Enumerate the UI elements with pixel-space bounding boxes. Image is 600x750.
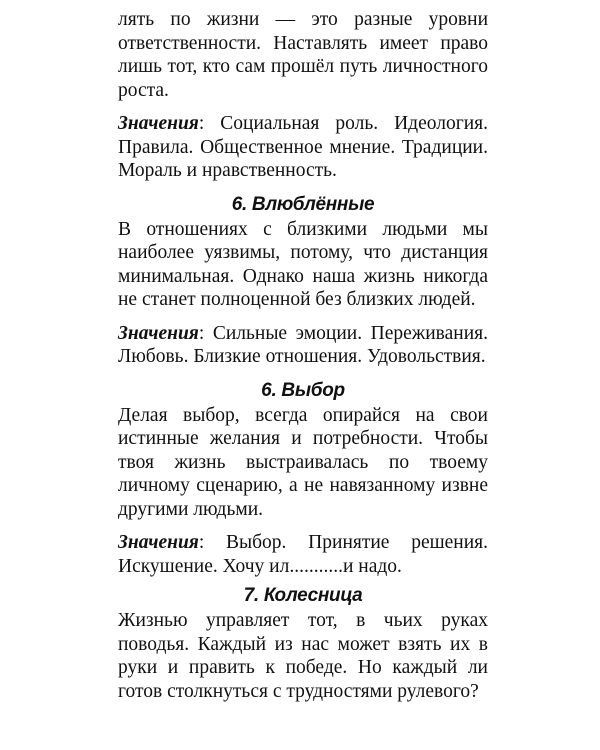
- intro-paragraph: лять по жизни — это разные уровни ответственности. Наставлять имеет право лишь тот, кто сам прошёл путь личностного роста.: [118, 9, 488, 101]
- meanings-paragraph: [118, 531, 488, 578]
- meanings-label: Значения: [118, 532, 199, 553]
- section-title-chariot: 7. Колесница: [243, 585, 363, 606]
- meanings-label: Значения: [118, 113, 199, 134]
- meanings-text: : Выбор. Принятие решения. Искушение. Хочу ил...........и надо.: [118, 532, 488, 577]
- meanings-label: Значения: [118, 322, 199, 344]
- meanings-text: : Сильные эмоции. Переживания. Любовь. Близкие отношения. Удовольствия.: [118, 322, 488, 367]
- section-text-chariot: Жизнью управляет тот, в чьих руках поводья. Каждый из нас может взять их в руки и править к победе. Но каждый ли готов столкнуться с трудностями рулевого?: [118, 610, 488, 702]
- section-text-choice: Делая выбор, всегда опирайся на свои истинные желания и потребности. Чтобы твоя жизнь выстраивалась по твоему личному сценарию, а не навязанному извне другими людьми.: [118, 404, 488, 520]
- book-page: [118, 8, 488, 713]
- meanings-paragraph: [118, 112, 488, 183]
- section-text-lovers: В отношениях с близкими людьми мы наиболее уязвимы, потому, что дистанция минимальная. Однако наша жизнь никогда не станет полноценной без близких людей.: [118, 218, 488, 310]
- meanings-paragraph: [118, 322, 488, 369]
- section-title-lovers: 6. Влюблённые: [231, 193, 375, 215]
- section-title-choice: 6. Выбор: [261, 379, 345, 401]
- meanings-text: : Социальная роль. Идеология. Правила. Общественное мнение. Традиции. Мораль и нравственность.: [118, 113, 488, 181]
